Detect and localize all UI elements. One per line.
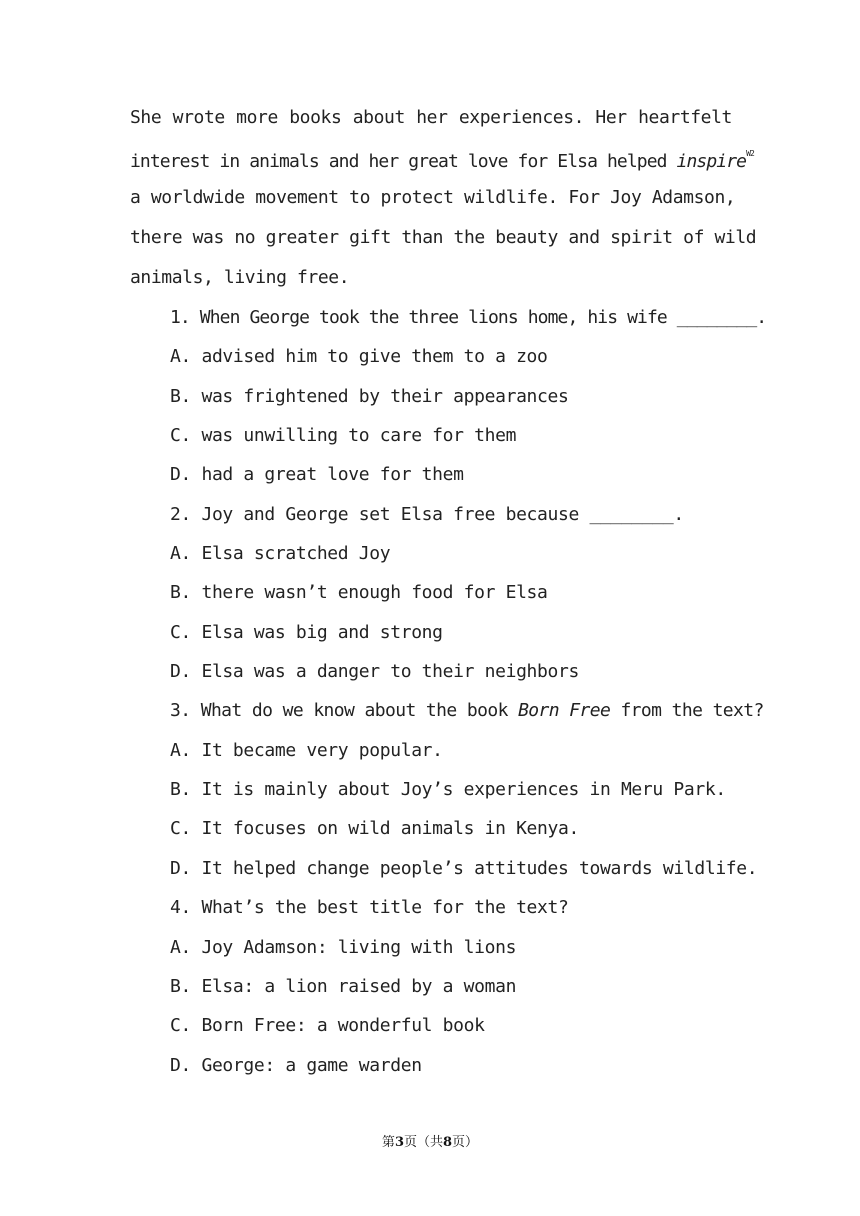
answer-option[interactable]: D. George: a game warden (170, 1054, 422, 1076)
passage-line: She wrote more books about her experiences. Her heartfelt (130, 107, 732, 128)
passage-italic-word: inspire (676, 151, 747, 172)
word-annotation: W2 (746, 149, 754, 158)
answer-option[interactable]: A. It became very popular. (170, 739, 443, 761)
passage-line: there was no greater gift than the beauty and spirit of wild (130, 227, 757, 248)
answer-option[interactable]: B. was frightened by their appearances (170, 385, 569, 407)
answer-option[interactable]: C. It focuses on wild animals in Kenya. (170, 818, 579, 840)
page-number: 3 (394, 1135, 404, 1150)
answer-option[interactable]: C. was unwilling to care for them (170, 425, 517, 447)
answer-option[interactable]: D. had a great love for them (170, 464, 464, 486)
page-footer (0, 1131, 860, 1150)
question-stem: 4. What’s the best title for the text? (170, 897, 569, 919)
answer-option[interactable]: A. Elsa scratched Joy (170, 543, 391, 565)
footer-middle: 页（共 (403, 1135, 443, 1150)
answer-option[interactable]: D. It helped change people’s attitudes towards wildlife. (170, 857, 758, 879)
question-list (170, 298, 767, 1085)
passage-line: animals, living free. (130, 267, 350, 288)
passage-paragraph (130, 98, 757, 298)
question-stem-text: from the text? (610, 700, 764, 722)
answer-option[interactable]: D. Elsa was a danger to their neighbors (170, 661, 579, 683)
question-stem: 1. When George took the three lions home, his wife ________. (170, 307, 767, 328)
answer-option[interactable]: A. advised him to give them to a zoo (170, 346, 548, 368)
page-total: 8 (443, 1135, 453, 1150)
footer-suffix: 页） (452, 1135, 479, 1150)
answer-option[interactable]: B. It is mainly about Joy’s experiences in Meru Park. (170, 779, 726, 801)
answer-option[interactable]: B. there wasn’t enough food for Elsa (170, 582, 548, 604)
question-stem: 2. Joy and George set Elsa free because ________. (170, 503, 684, 525)
answer-option[interactable]: C. Elsa was big and strong (170, 621, 443, 643)
answer-option[interactable]: C. Born Free: a wonderful book (170, 1015, 485, 1037)
passage-line (130, 138, 754, 178)
passage-line: a worldwide movement to protect wildlife. For Joy Adamson, (130, 187, 736, 208)
question-stem-text: 3. What do we know about the book (170, 700, 519, 722)
book-title: Born Free (518, 700, 611, 722)
question-stem (170, 691, 764, 730)
passage-text: interest in animals and her great love for Elsa helped (130, 151, 677, 172)
answer-option[interactable]: A. Joy Adamson: living with lions (170, 936, 517, 958)
answer-option[interactable]: B. Elsa: a lion raised by a woman (170, 975, 517, 997)
footer-prefix: 第 (381, 1135, 395, 1150)
